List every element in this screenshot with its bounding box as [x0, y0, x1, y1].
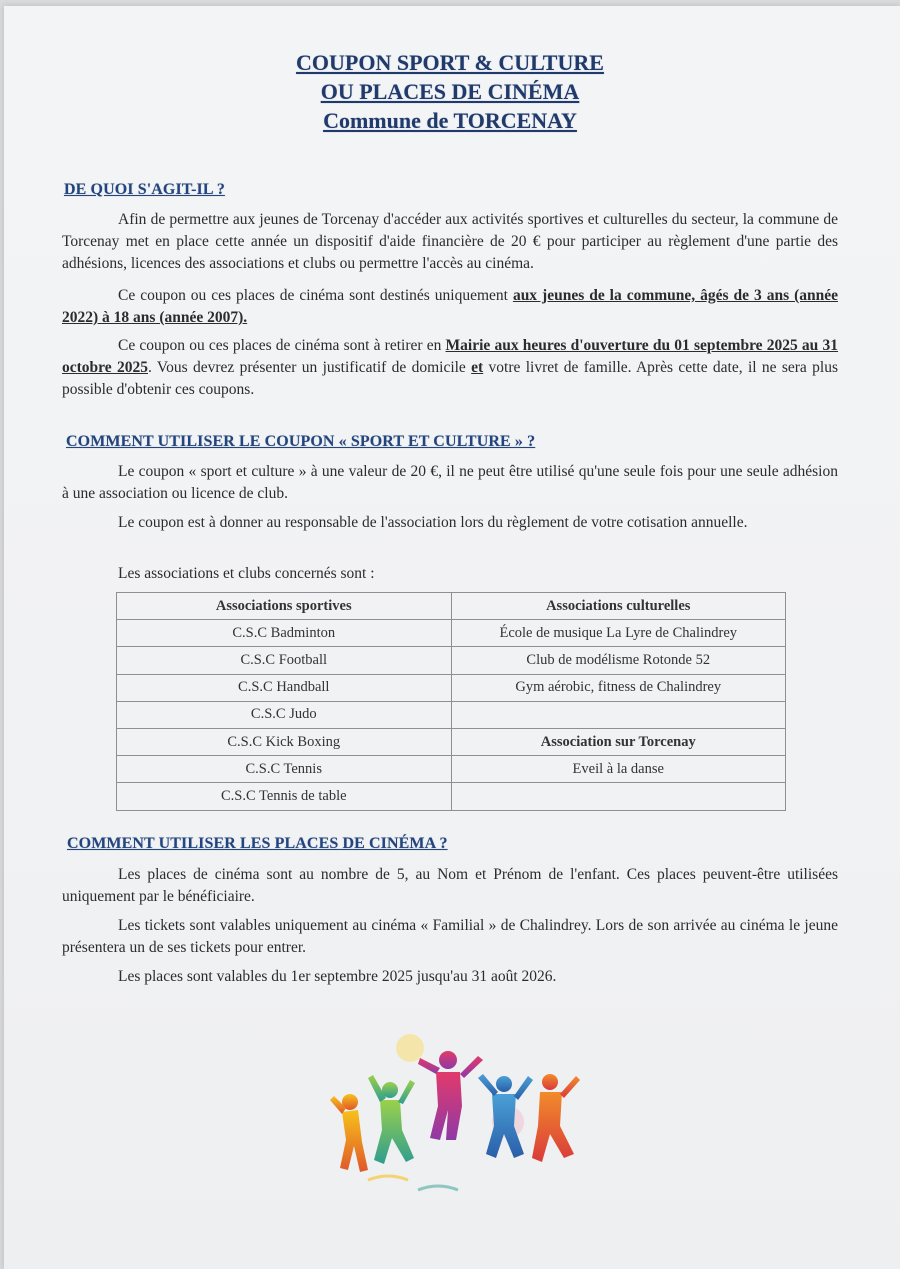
title-line-2: OU PLACES DE CINÉMA: [320, 79, 580, 104]
section-heading-what: DE QUOI S'AGIT-IL ?: [64, 181, 225, 198]
jumping-kids-icon: [328, 1030, 588, 1200]
document-title: [0, 48, 900, 135]
table-cell: École de musique La Lyre de Chalindrey: [451, 620, 786, 647]
table-cell: [451, 783, 786, 810]
cinema-validity-text: Les places sont valables du 1er septembre 2025 jusqu'au 31 août 2026.: [118, 968, 557, 985]
table-row: [117, 756, 786, 783]
table-row: [117, 620, 786, 647]
table-cell: C.S.C Tennis: [117, 756, 452, 783]
paragraph-pickup: [62, 335, 838, 401]
paragraph-assoc-intro: [62, 563, 838, 585]
table-cell: C.S.C Judo: [117, 701, 452, 728]
paragraph-cinema-validity: [62, 966, 838, 988]
table-cell: C.S.C Football: [117, 647, 452, 674]
table-cell: C.S.C Kick Boxing: [117, 728, 452, 755]
title-line-3: Commune de TORCENAY: [323, 108, 577, 133]
paragraph-cinema-where: [62, 915, 838, 959]
pickup-emphasis: Mairie aux heures d'ouverture du 01 septembre 2025 au 31 octobre 2025: [62, 337, 838, 376]
pickup-text-mid: . Vous devrez présenter un justificatif de domicile: [147, 359, 472, 376]
title-line-1: COUPON SPORT & CULTURE: [296, 50, 604, 75]
table-row: [117, 701, 786, 728]
table-row: [117, 783, 786, 810]
table-cell: C.S.C Handball: [117, 674, 452, 701]
assoc-intro-text: Les associations et clubs concernés sont :: [118, 565, 375, 582]
eligibility-text: Ce coupon ou ces places de cinéma sont destinés uniquement: [118, 287, 513, 304]
paragraph-intro: [62, 209, 838, 275]
paragraph-coupon-value: [62, 461, 838, 505]
table-cell: Club de modélisme Rotonde 52: [451, 647, 786, 674]
paragraph-cinema-count: [62, 864, 838, 908]
table-cell: C.S.C Badminton: [117, 620, 452, 647]
table-header-culture: Associations culturelles: [451, 593, 786, 620]
table-cell: Eveil à la danse: [451, 756, 786, 783]
associations-table: [116, 592, 786, 811]
intro-text: Afin de permettre aux jeunes de Torcenay d'accéder aux activités sportives et culturelles du secteur, la commune de Torcenay met en place cette année un dispositif d'aide financière de 20 € pour participer au règlement d'une partie des adhésions, licences des associations et clubs ou permettre l'accès au cinéma.: [62, 211, 838, 272]
table-header-sport: Associations sportives: [117, 593, 452, 620]
cinema-count-text: Les places de cinéma sont au nombre de 5, au Nom et Prénom de l'enfant. Ces places peuvent-être utilisées uniquement par le bénéficiaire.: [62, 866, 838, 905]
table-cell: Gym aérobic, fitness de Chalindrey: [451, 674, 786, 701]
table-cell: C.S.C Tennis de table: [117, 783, 452, 810]
eligibility-emphasis: aux jeunes de la commune, âgés de 3 ans (année 2022) à 18 ans (année 2007).: [62, 287, 838, 326]
table-row: [117, 728, 786, 755]
table-row: [117, 674, 786, 701]
section-heading-cinema: COMMENT UTILISER LES PLACES DE CINÉMA ?: [67, 835, 448, 852]
coupon-value-text: Le coupon « sport et culture » à une valeur de 20 €, il ne peut être utilisé qu'une seule fois pour une seule adhésion à une association ou licence de club.: [62, 463, 838, 502]
pickup-et: et: [471, 359, 484, 376]
coupon-give-text: Le coupon est à donner au responsable de l'association lors du règlement de votre cotisation annuelle.: [118, 514, 748, 531]
pickup-text: Ce coupon ou ces places de cinéma sont à retirer en: [118, 337, 446, 354]
table-subheader-torcenay: Association sur Torcenay: [451, 728, 786, 755]
table-header-row: [117, 593, 786, 620]
pickup-text-end: votre livret de famille. Après cette date, il ne sera plus possible d'obtenir ces coupons.: [62, 359, 838, 398]
paragraph-eligibility: [62, 285, 838, 329]
section-heading-coupon: COMMENT UTILISER LE COUPON « SPORT ET CULTURE » ?: [66, 433, 536, 450]
table-cell: [451, 701, 786, 728]
cinema-where-text: Les tickets sont valables uniquement au cinéma « Familial » de Chalindrey. Lors de son arrivée au cinéma le jeune présentera un de ses tickets pour entrer.: [62, 917, 838, 956]
table-row: [117, 647, 786, 674]
paragraph-coupon-give: [62, 512, 838, 534]
